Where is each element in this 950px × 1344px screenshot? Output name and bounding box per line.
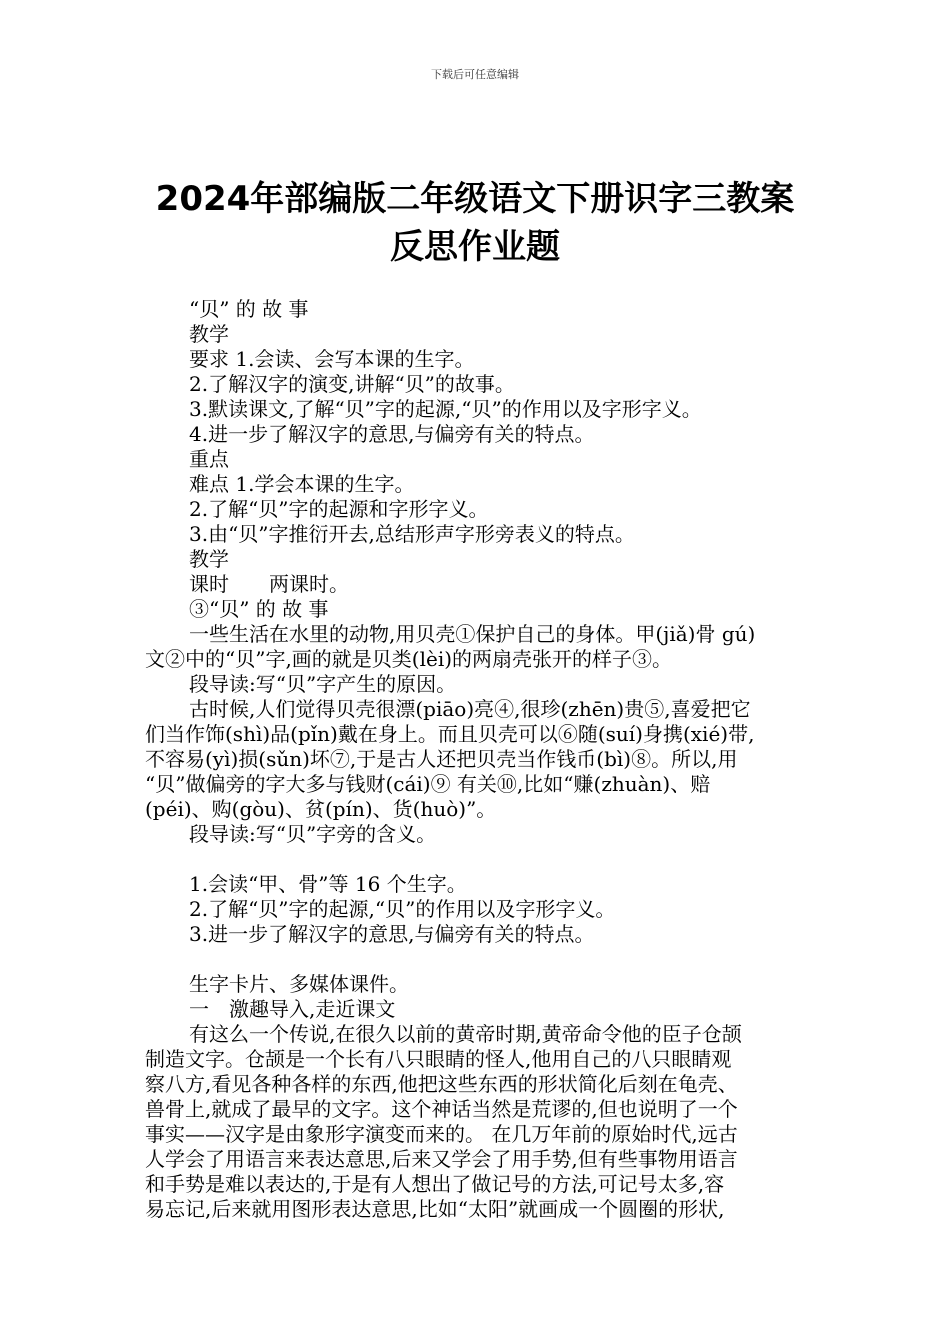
text-line: 3.由“贝”字推衍开去,总结形声字形旁表义的特点。	[189, 522, 635, 546]
document-body	[145, 297, 813, 1222]
text-line: 4.进一步了解汉字的意思,与偏旁有关的特点。	[189, 422, 595, 446]
text-line: 事实——汉字是由象形字演变而来的。 在几万年前的原始时代,远古	[145, 1122, 738, 1146]
text-line: 段导读:写“贝”字产生的原因。	[189, 672, 457, 696]
text-line: 不容易(yì)损(sǔn)坏⑦,于是古人还把贝壳当作钱币(bì)⑧。所以,用	[145, 747, 738, 771]
text-line: “贝” 的 故 事	[189, 297, 309, 321]
text-line: 察八方,看见各种各样的东西,他把这些东西的形状简化后刻在龟壳、	[145, 1072, 738, 1096]
blank-line	[145, 947, 813, 972]
text-line: 们当作饰(shì)品(pǐn)戴在身上。而且贝壳可以⑥随(suí)身携(xié)带,	[145, 722, 755, 746]
title-line-1: 2024年部编版二年级语文下册识字三教案	[155, 179, 795, 219]
text-line: (péi)、购(gòu)、贫(pín)、货(huò)”。	[145, 797, 497, 821]
text-line: “贝”做偏旁的字大多与钱财(cái)⑨ 有关⑩,比如“赚(zhuàn)、赔	[145, 772, 711, 796]
text-line: 2.了解汉字的演变,讲解“贝”的故事。	[189, 372, 515, 396]
text-line: 教学	[189, 547, 229, 571]
text-line: 和手势是难以表达的,于是有人想出了做记号的方法,可记号太多,容	[145, 1172, 725, 1196]
text-line: 古时候,人们觉得贝壳很漂(piāo)亮④,很珍(zhēn)贵⑤,喜爱把它	[189, 697, 751, 721]
text-line: ③“贝” 的 故 事	[189, 597, 329, 621]
text-line: 段导读:写“贝”字旁的含义。	[189, 822, 437, 846]
text-line: 人学会了用语言来表达意思,后来又学会了用手势,但有些事物用语言	[145, 1147, 738, 1171]
header-note: 下载后可任意编辑	[431, 68, 519, 81]
text-line: 要求 1.会读、会写本课的生字。	[189, 347, 475, 371]
text-line: 3.进一步了解汉字的意思,与偏旁有关的特点。	[189, 922, 595, 946]
text-line: 2.了解“贝”字的起源和字形字义。	[189, 497, 489, 521]
text-line: 重点	[189, 447, 229, 471]
text-line: 1.会读“甲、骨”等 16 个生字。	[189, 872, 467, 896]
document-title	[120, 175, 830, 271]
text-line: 3.默读课文,了解“贝”字的起源,“贝”的作用以及字形字义。	[189, 397, 702, 421]
text-line: 课时 两课时。	[189, 572, 349, 596]
text-line: 兽骨上,就成了最早的文字。这个神话当然是荒谬的,但也说明了一个	[145, 1097, 738, 1121]
text-line: 2.了解“贝”字的起源,“贝”的作用以及字形字义。	[189, 897, 616, 921]
blank-line	[145, 847, 813, 872]
text-line: 一 激趣导入,走近课文	[189, 997, 396, 1021]
title-line-2: 反思作业题	[390, 227, 560, 267]
text-line: 生字卡片、多媒体课件。	[189, 972, 409, 996]
text-line: 制造文字。仓颉是一个长有八只眼睛的怪人,他用自己的八只眼睛观	[145, 1047, 732, 1071]
text-line: 难点 1.学会本课的生字。	[189, 472, 415, 496]
text-line: 一些生活在水里的动物,用贝壳①保护自己的身体。甲(jiǎ)骨 gú)	[189, 622, 756, 646]
text-line: 文②中的“贝”字,画的就是贝类(lèi)的两扇壳张开的样子③。	[145, 647, 673, 671]
text-line: 易忘记,后来就用图形表达意思,比如“太阳”就画成一个圆圈的形状,	[145, 1197, 725, 1221]
text-line: 教学	[189, 322, 229, 346]
text-line: 有这么一个传说,在很久以前的黄帝时期,黄帝命令他的臣子仓颉	[189, 1022, 742, 1046]
